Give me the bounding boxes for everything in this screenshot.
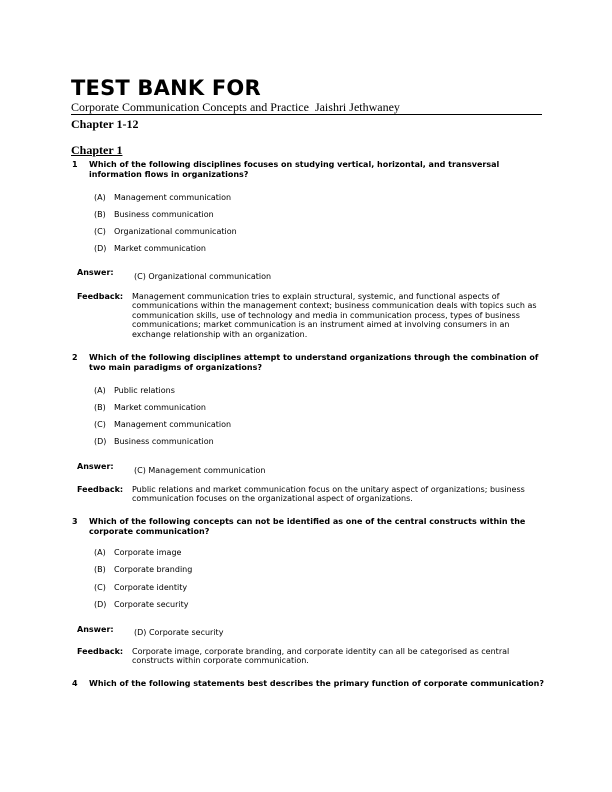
option-label: (D): [94, 600, 107, 609]
option-c: [94, 227, 237, 237]
option-text: Management communication: [114, 420, 232, 429]
option-label: (A): [94, 386, 106, 395]
option-c: [94, 420, 231, 430]
book-subtitle: Corporate Communication Concepts and Practice Jaishri Jethwaney: [71, 100, 400, 114]
question-number: 4: [72, 679, 78, 688]
option-c: [94, 583, 187, 593]
question-number: 1: [72, 160, 78, 169]
option-label: (D): [94, 244, 107, 253]
option-label: (A): [94, 548, 106, 557]
option-text: Business communication: [114, 437, 214, 446]
option-label: (B): [94, 403, 106, 412]
chapter-heading: Chapter 1: [71, 143, 123, 157]
answer-label: Answer:: [77, 625, 114, 634]
option-text: Public relations: [114, 386, 175, 395]
answer-label: Answer:: [77, 462, 114, 471]
question-text: Which of the following disciplines attempt to understand organizations through the combination of two main paradigms of organizations?: [89, 353, 539, 372]
feedback-text: Public relations and market communication focus on the unitary aspect of organizations; business communication focuses on the organizational aspect of organizations.: [132, 485, 525, 504]
option-text: Corporate branding: [114, 565, 193, 574]
option-text: Market communication: [114, 403, 206, 412]
question-number: 2: [72, 353, 78, 362]
option-d: [94, 244, 206, 254]
option-label: (B): [94, 565, 106, 574]
answer-value: (C) Management communication: [134, 466, 266, 475]
option-d: [94, 437, 214, 447]
feedback-label: Feedback:: [77, 292, 124, 301]
feedback-label: Feedback:: [77, 485, 124, 494]
option-b: [94, 403, 206, 413]
option-label: (A): [94, 193, 106, 202]
question-text: Which of the following disciplines focuses on studying vertical, horizontal, and transversal information flows in organizations?: [89, 160, 500, 179]
option-text: Corporate identity: [114, 583, 188, 592]
option-label: (C): [94, 420, 106, 429]
feedback-label: Feedback:: [77, 647, 124, 656]
chapter-range: Chapter 1-12: [71, 117, 139, 131]
option-b: [94, 565, 192, 575]
feedback-text: Management communication tries to explain structural, systemic, and functional aspects of communications within the management context; business communication deals with topics such as communication skills, use of technology and media in communication process, types of business communications; market communication is an instrument aimed at involving consumers in an exchange relationship with an organization.: [132, 292, 537, 339]
option-text: Corporate security: [114, 600, 189, 609]
question-number: 3: [72, 517, 78, 526]
header-divider: [71, 114, 542, 115]
option-text: Business communication: [114, 210, 214, 219]
option-a: [94, 548, 181, 558]
option-a: [94, 193, 231, 203]
option-text: Organizational communication: [114, 227, 237, 236]
answer-value: (D) Corporate security: [134, 628, 224, 637]
answer-value: (C) Organizational communication: [134, 272, 272, 281]
option-b: [94, 210, 214, 220]
option-text: Management communication: [114, 193, 232, 202]
question-text: Which of the following statements best describes the primary function of corporate communication?: [89, 679, 545, 688]
option-text: Corporate image: [114, 548, 182, 557]
option-label: (C): [94, 583, 106, 592]
option-label: (C): [94, 227, 106, 236]
question-text: Which of the following concepts can not be identified as one of the central constructs within the corporate communication?: [89, 517, 526, 536]
document-title: TEST BANK FOR: [71, 76, 261, 100]
option-text: Market communication: [114, 244, 206, 253]
feedback-text: Corporate image, corporate branding, and corporate identity can all be categorised as central constructs within corporate communication.: [132, 647, 510, 666]
answer-label: Answer:: [77, 268, 114, 277]
option-label: (D): [94, 437, 107, 446]
option-label: (B): [94, 210, 106, 219]
option-d: [94, 600, 188, 610]
option-a: [94, 386, 175, 396]
